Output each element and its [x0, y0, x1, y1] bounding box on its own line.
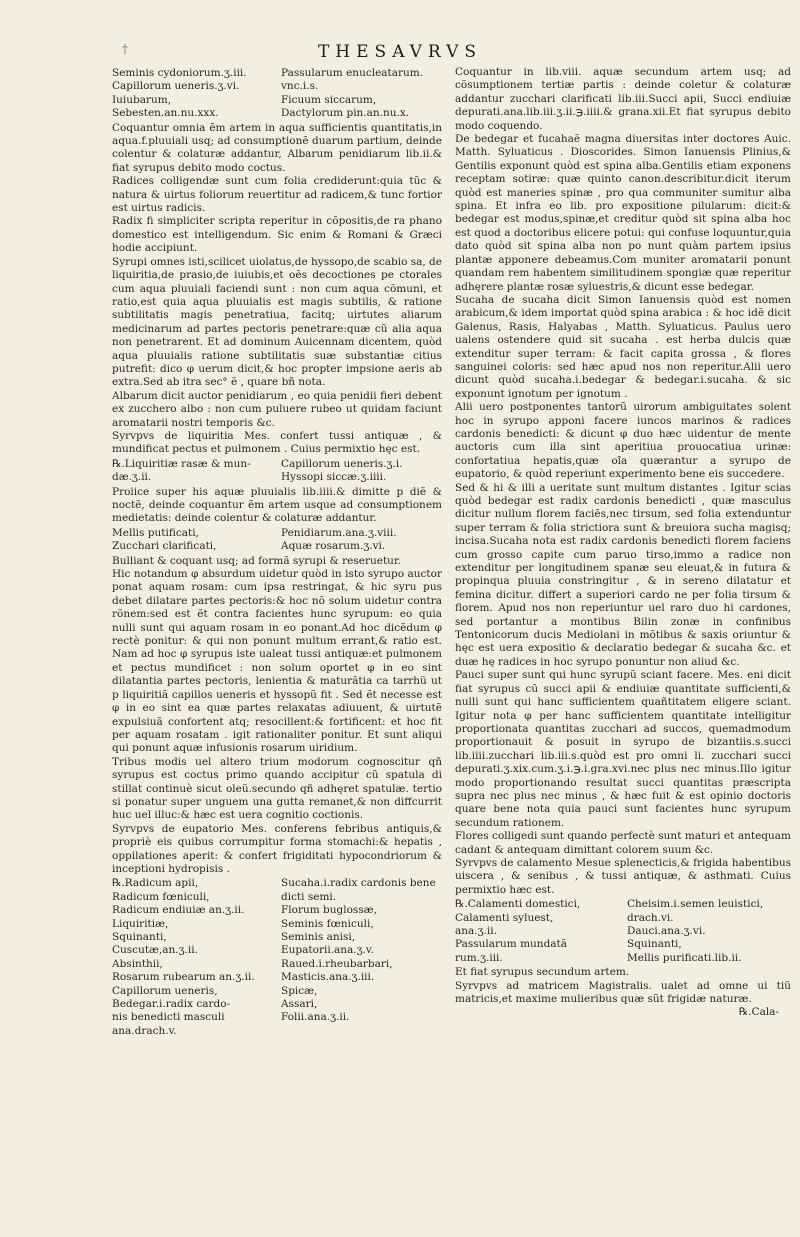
paragraph: Hic notandum φ absurdum uidetur quòd in isto syrupo auctor ponat aquam rosam: cum ipsa restringat, & hic syru pus debet dilatare partes pectoris:& hoc nõ solum uidetur contra rõnem:sed est ẽt contra facientes hunc syrupum: eo quia nulli sunt qui aquam rosam in eo ponant.Ad hoc dicẽdum φ rectè ponitur: & qui non ponunt multum errant,& ratio est. Nam ad hoc φ syrupus iste ualeat tussi antiquæ:et pulmonem et pectus mundificet : non solum oportet φ in eo sint dilatantia partes pectoris, lenientia & maturãtia ca tarrhũ ut p liquiritiã capillos ueneris et hyssopũ fit . Sed ẽt necesse est φ in eo sint ea quæ partes relaxatas adiuuent, & uirtutẽ expulsiuã confortent atq; resocillent:& fortificent: et hoc fit per aquam rosatam . igit rationaliter ponitur. Et sunt aliqui qui ponunt aquæ infusionis rosarum uiridium. — [112, 568, 442, 755]
paragraph: Bulliant & coquant usq; ad formã syrupi & reseruetur. — [112, 554, 402, 567]
recipe-cell: Iuiubarum, — [112, 93, 172, 106]
recipe-cell: Seminis anisi, — [281, 931, 356, 943]
paragraph: Sed & hi & illi a ueritate sunt multum distantes . Igitur scias quòd bedegar est radix cardonis benedicti , quæ masculus dicitur nullum florem faciẽs,nec tirsum, sed folia extenduntur super terram & folia strictiora sunt & breuiora sucha magisq; incisa.Sucaha nota est radix cardonis benedicti florem faciens cum grosso capite cum paruo tirso,immo a radice non extenditur per longitudinem spanæ seu eleuat,& in futura & propinqua pluuia constringitur , & in sereno dilatatur et femina dicitur. differt a superiori cardo ne per folia tirsum & florem. Apud nos non reperiuntur uel raro duo hi cardones, sed portantur a montibus Bilin zonæ in confinibus Tentonicorum ducis Mediolani in mõtibus & saxis oriuntur & hęc est uera expositio & declaratio bedegar & sucaha &c. et duæ hę radices in hoc syrupo ponuntur non aliud &c. — [455, 481, 791, 668]
recipe-cell: Penidiarum.ana.ʒ.viii. — [281, 526, 397, 539]
recipe-row — [112, 527, 442, 540]
recipe-cell: Sebesten.an.nu.xxx. — [112, 107, 219, 120]
paragraph: Radix fi simpliciter scripta reperitur in cõpositis,de ra phano domestico est intelligendum. Sic enim & Romani & Græci hodie accipiunt. — [112, 215, 442, 255]
recipe-cell: Seminis cydoniorum.ʒ.iii. — [112, 67, 247, 79]
recipe-cell: Absinthii, — [112, 957, 163, 970]
recipe-cell: Masticis.ana.ʒ.iii. — [281, 971, 375, 984]
recipe-cell: Passularum mundatã — [455, 938, 568, 951]
recipe-row — [455, 952, 791, 965]
paragraph: Syrvpvs de liquiritia Mes. confert tussi antiquæ , & mundificat pectus et pulmonem . Cuius permixtio hęc est. — [112, 429, 442, 456]
recipe-cell: Sucaha.i.radix cardonis bene — [281, 877, 436, 890]
recipe-list — [112, 458, 442, 485]
paragraph: Alii uero postponentes tantorũ uirorum ambiguitates solent hoc in syrupo apponi facere iuncos marinos & radices cardonis benedicti: & dicunt φ duo hæc uidentur de mente auctoris cum illa sint aperitiua prouocatiua urinæ: confortatiua hepatis,quæ oĩa quærantur a syrupo de eupatorio, & quòd reperiunt experimento bene eis succedere. — [455, 401, 791, 481]
recipe-cell — [273, 1025, 442, 1038]
page-mark: † — [122, 42, 128, 56]
recipe-row — [112, 998, 442, 1011]
running-head: THESAVRVS — [317, 42, 483, 62]
recipe-cell: Squinanti, — [627, 938, 682, 951]
recipe-cell: vnc.i.s. — [281, 80, 319, 93]
paragraph: Proiice super his aquæ pluuialis lib.iiii.& dimitte p diẽ & noctẽ, deinde coquantur ẽm artem usque ad consumptionem medietatis: deinde colentur & colaturæ addantur. — [112, 485, 442, 525]
recipe-cell: ana.drach.v. — [112, 1024, 177, 1037]
paragraph: Et fiat syrupus secundum artem. — [455, 966, 630, 979]
paragraph: Coquantur in lib.viii. aquæ secundum artem usq; ad cõsumptionem tertiæ partis : deinde coletur & colaturæ addantur zucchari clarificati lib.iii.Succi apii, Succi endiuiæ depurati.ana.lib.iii.ʒ.ii.℈.iiii.& grana.xii.Et fiat syrupus debito modo coquendo. — [455, 66, 791, 132]
recipe-cell: Capillorum ueneris.ʒ.i. — [281, 457, 403, 470]
recipe-cell: ℞.Calamenti domestici, — [455, 898, 581, 911]
recipe-cell: Zucchari clarificati, — [112, 540, 217, 553]
right-column — [455, 66, 791, 1020]
recipe-cell: Squinanti, — [112, 931, 167, 943]
recipe-cell: Folii.ana.ʒ.ii. — [281, 1011, 350, 1024]
recipe-cell: Mellis putificati, — [112, 526, 199, 539]
recipe-cell: ana.ʒ.ii. — [455, 925, 497, 937]
recipe-cell: Cuscutæ,an.ʒ.ii. — [112, 944, 198, 957]
recipe-cell: Capillorum ueneris, — [112, 984, 218, 997]
recipe-cell: dæ.ʒ.ii. — [112, 471, 152, 484]
recipe-cell: Dauci.ana.ʒ.vi. — [627, 925, 706, 937]
recipe-cell: ℞.Radicum apii, — [112, 877, 199, 890]
recipe-row — [112, 971, 442, 984]
paragraph: Sucaha de sucaha dicit Simon Ianuensis quòd est nomen arabicum,& idem importat quòd spina arabica : & hoc idẽ dicit Galenus, Rasis, Halyabas , Matth. Syluaticus. Paulus uero ualens ostendere quid sit sucaha . est herba dulcis quæ extenditur super terram: & facit capita grossa , & flores sanguinei coloris: sed hæc apud nos non reperitur.Alii uero dicunt quòd sucaha.i.bedegar & bedegar.i.sucaha. & sic exponunt ignotum per ignotum . — [455, 293, 791, 400]
catchword: ℞.Cala- — [738, 1006, 779, 1019]
paragraph: Tribus modis uel altero trium modorum cognoscitur qñ syrupus est coctus primo quando accipitur cũ spatula di stillat continuè sicut oleũ.secundo qñ adhęret spatulæ. tertio si ponatur super unguem una gutta remanet,& non diffcurrit huc uel illuc:& hæc est uera cognitio coctionis. — [112, 755, 442, 822]
paragraph: Syrvpvs ad matricem Magistralis. ualet ad omne ui tiũ matricis,et maxime mulieribus quæ sũt frigidæ naturæ. — [455, 979, 791, 1006]
paragraph: Syrvpvs de eupatorio Mes. conferens febribus antiquis,& propriè eis quibus corrumpitur forma stomachi:& hepatis , oppilationes aperit: & confert frigiditati hypocondriorum & inceptioni hydropisis . — [112, 822, 442, 875]
recipe-cell: Capillorum ueneris.ʒ.vi. — [112, 80, 240, 93]
recipe-cell: Radicum endiuiæ an.ʒ.ii. — [112, 904, 245, 917]
paragraph: Albarum dicit auctor penidiarum , eo quia penidii fieri debent ex zucchero albo : non cum puluere rubeo ut quidam faciunt aromatarii nostri temporis &c. — [112, 389, 442, 429]
recipe-row — [112, 904, 442, 917]
paragraph: Syrvpvs de calamento Mesue splenecticis,& frigida habentibus uiscera , & senibus , & tussi antiquæ, & asthmati. Cuius permixtio hæc est. — [455, 856, 791, 896]
recipe-cell: Spicæ, — [281, 984, 318, 997]
recipe-row — [112, 944, 442, 957]
recipe-cell: Liquiritiæ, — [112, 917, 169, 930]
recipe-cell: Radicum fœniculi, — [112, 890, 210, 903]
recipe-row — [112, 931, 442, 944]
recipe-cell: Aquæ rosarum.ʒ.vi. — [281, 540, 386, 553]
recipe-cell: Dactylorum pin.an.nu.x. — [281, 107, 410, 120]
paragraph: Radices colligendæ sunt cum folia crediderunt:quia tũc & natura & uirtus foliorum reuertitur ad radicem,& tunc fortior est uirtus radicis. — [112, 175, 442, 215]
recipe-cell: Eupatorii.ana.ʒ.v. — [281, 944, 374, 957]
recipe-row — [112, 540, 442, 553]
recipe-row — [112, 985, 442, 998]
recipe-list — [112, 67, 442, 121]
recipe-row — [112, 877, 442, 890]
recipe-cell: Hyssopi siccæ.ʒ.iiii. — [281, 471, 387, 484]
recipe-row — [455, 925, 791, 938]
recipe-row — [112, 891, 442, 904]
recipe-cell: Cheisim.i.semen leuistici, — [627, 898, 764, 911]
recipe-cell: rum.ʒ.iii. — [455, 951, 503, 964]
paragraph: De bedegar et fucahaẽ magna diuersitas inter doctores Auic. Matth. Syluaticus . Dioscorides. Simon Ianuensis Plinius,& Gentilis exponunt quòd est spina alba.Gentilis etiam exponens receptam sotiræ: quæ quinto canon.describitur.dicit iterum quòd est maneries spinæ , pro qua communiter sumitur alba spina. Et infra eo lib. pro expositione pilularum: dicit:& bedegar est modus,spinæ,et creditur quòd sit spina alba hoc est quod a doctoribus elicere potui: qui confuse loquuntur,quia dato quòd sit spina alba non po nunt quàm partem ipsius plantæ apponere debeamus.Com muniter aromatarii ponunt quandam rem habentem similitudinem spongiæ quæ reperitur adhęrere plantæ rosæ syluestris,& dicunt esse bedegar. — [455, 133, 791, 293]
recipe-row — [112, 958, 442, 971]
recipe-cell: Passularum enucleatarum. — [281, 67, 424, 79]
recipe-row — [112, 1011, 442, 1024]
recipe-row — [455, 912, 791, 925]
recipe-row — [112, 471, 442, 484]
recipe-cell: ℞.Liquiritiæ rasæ & mun- — [112, 457, 251, 470]
paragraph: Coquantur omnia ẽm artem in aqua sufficientis quantitatis,in aqua.f.pluuiali usq; ad consumptionẽ duarum partium, deinde colentur & colaturæ addantur, Albarum penidiarum lib.ii.& fiat syrupus debito modo coctus. — [112, 121, 442, 174]
recipe-cell: Ficuum siccarum, — [281, 93, 377, 106]
recipe-cell: nis benedicti masculi — [112, 1011, 225, 1024]
paragraph: Pauci super sunt qui hunc syrupũ sciant facere. Mes. eni dicit fiat syrupus cũ succi apii & endiuiæ quantitate sufficienti,& nulli sunt qui hanc sufficientem quañtitatem eligere sciant. Igitur nota φ per hanc sufficientem quantitate intelligitur proportionata quantitas zucchari ad succos, quemadmodum proportionauit & posuit in syrupo de bizantiis.s.succi lib.iiii.zucchari lib.iii.s.quòd est pro omni li. zucchari succi depurati.ʒ.xix.cum.ʒ.i.℈.i.gra.xvi.nec plus nec minus.Illo igitur modo proportionando resultat succi quantitas præscripta supra nec plus nec minus , & hæc fuit & est opinio doctoris quare bene nota quia pauci sunt facientes hunc syrupum secundum rationem. — [455, 669, 791, 829]
recipe-cell: Florum buglossæ, — [281, 904, 377, 917]
recipe-row — [112, 107, 442, 120]
recipe-row — [112, 1025, 442, 1038]
recipe-row — [112, 458, 442, 471]
recipe-cell: Raued.i.rheubarbari, — [281, 957, 393, 970]
paragraph: Syrupi omnes isti,scilicet uiolatus,de hyssopo,de scabio sa, de liquiritia,de prasio,de iuiubis,et oẽs decoctiones pe ctorales cum aqua pluuiali faciendi sunt : non cum aqua cõmuni, et ratio,est quia aqua pluuialis est magis subtilis, & ratione subtilitatis magis penetratiua, facitq; uirtutes aliarum medicinarum ad partes pectoris penetrare:quæ cũ alia aqua non penetrarent. Et ad dominum Auicennam dicentem, quòd aqua pluuialis ratione subtilitatis suæ substantiæ citius putrefit: dico φ uerum dicit,& hoc propter impsione aeris ab extra.Sed ab itra sec° ẽ , quare bñ nota. — [112, 255, 442, 389]
recipe-cell: Assari, — [281, 998, 318, 1011]
recipe-cell: dicti semi. — [281, 890, 337, 903]
recipe-row — [112, 918, 442, 931]
recipe-cell: drach.vi. — [627, 911, 674, 924]
recipe-cell: Bedegar.i.radix cardo- — [112, 998, 231, 1011]
recipe-list — [112, 527, 442, 554]
recipe-list — [112, 877, 442, 1038]
paragraph: Flores colligedi sunt quando perfectè sunt maturi et antequam cadant & antequam dimittant colorem suum &c. — [455, 830, 791, 856]
left-column — [112, 66, 442, 1039]
recipe-row — [455, 938, 791, 951]
recipe-cell: Calamenti syluest, — [455, 911, 554, 924]
recipe-cell: Seminis fœniculi, — [281, 917, 374, 930]
recipe-cell: Rosarum rubearum an.ʒ.ii. — [112, 971, 255, 984]
recipe-row — [455, 898, 791, 911]
recipe-row — [112, 80, 442, 93]
recipe-cell: Mellis purificati.lib.ii. — [627, 951, 742, 964]
recipe-row — [112, 67, 442, 80]
recipe-row — [112, 94, 442, 107]
recipe-list — [455, 898, 791, 965]
